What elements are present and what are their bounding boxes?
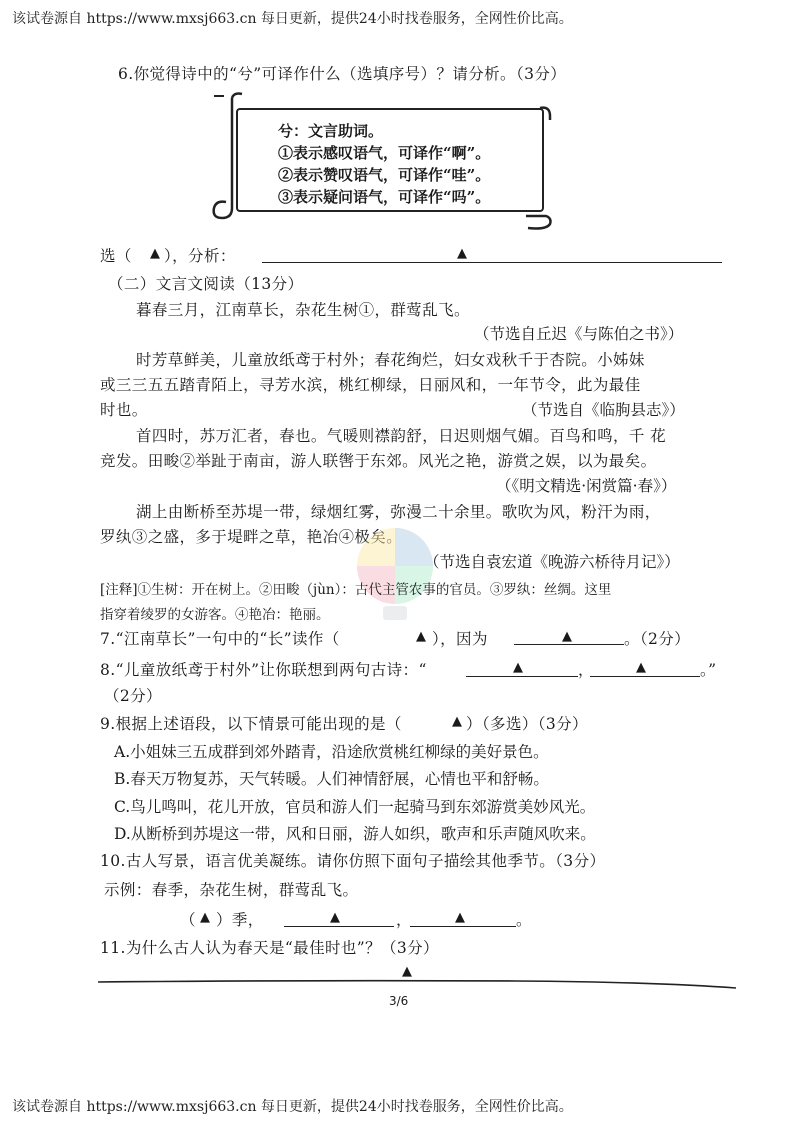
question-6-stem: 6.你觉得诗中的“兮”可译作什么（选填序号）？请分析。（3分） <box>118 65 567 83</box>
passage-1-source: （节选自丘迟《与陈伯之书》） <box>474 325 684 343</box>
q9-option-d: D.从断桥到苏堤这一带，风和日丽，游人如织，歌声和乐声随风吹来。 <box>114 825 596 843</box>
q10-season-triangle[interactable]: ▲ <box>200 910 210 925</box>
page-number: 3/6 <box>389 994 409 1008</box>
q7-reason-answer-line[interactable] <box>514 644 624 645</box>
q8-triangle-2: ▲ <box>636 660 646 675</box>
question-9-stem: 9.根据上述语段，以下情景可能出现的是（ <box>100 715 402 733</box>
question-7-stem: 7.“江南草长”一句中的“长”读作（ <box>100 630 340 648</box>
watermark-lightbulb-logo <box>345 518 445 628</box>
q10-answer-line-2[interactable] <box>410 926 516 927</box>
q10-period: 。 <box>516 911 532 929</box>
scroll-line-4: ③表示疑问语气，可译作“吗”。 <box>278 188 491 206</box>
q8-comma: ， <box>578 661 594 679</box>
q6-choice-blank-triangle[interactable]: ▲ <box>150 246 160 261</box>
passage-3-source: （《明文精选·闲赏篇·春》） <box>496 477 677 495</box>
q10-example: 示例：春季，杂花生树，群莺乱飞。 <box>104 881 359 899</box>
q11-answer-triangle: ▲ <box>402 964 412 979</box>
scroll-line-3: ②表示赞叹语气，可译作“哇”。 <box>278 166 491 184</box>
q9-option-c: C.鸟儿鸣叫，花儿开放，官员和游人们一起骑马到东郊游赏美妙风光。 <box>114 798 596 816</box>
q9-option-b: B.春天万物复苏，天气转暖。人们神情舒展，心情也平和舒畅。 <box>114 770 549 788</box>
passage-4-line-1: 湖上由断桥至苏堤一带，绿烟红雾，弥漫二十余里。歌吹为风，粉汗为雨， <box>136 503 661 521</box>
annotation-line-1: [注释]①生树：开在树上。②田畯（jùn）：古代主管农事的官员。③罗纨：丝绸。这里 <box>100 582 612 598</box>
q8-answer-line-1[interactable] <box>466 676 578 677</box>
q7-reason-triangle: ▲ <box>562 629 572 644</box>
annotation-line-2: 指穿着绫罗的女游客。④艳冶：艳丽。 <box>100 607 330 623</box>
q7-because-label: ），因为 <box>432 630 488 648</box>
question-11-stem: 11.为什么古人认为春天是“最佳时也”？（3分） <box>100 939 439 957</box>
passage-2-line-3: 时也。 <box>100 401 148 419</box>
q10-open-paren: （ <box>180 911 196 929</box>
q7-score: 。（2分） <box>624 630 691 648</box>
passage-4-line-2: 罗纨③之盛，多于堤畔之草，艳冶④极矣。 <box>100 528 403 546</box>
passage-2-line-2: 或三三五五踏青陌上，寻芳水滨，桃红柳绿，日丽风和，一年节令，此为最佳 <box>100 376 641 394</box>
q10-triangle-3: ▲ <box>455 910 465 925</box>
q9-answer-triangle[interactable]: ▲ <box>452 714 462 729</box>
q8-closing-quote: 。” <box>700 661 717 679</box>
q6-answer-choice-label: 选（ <box>100 247 132 265</box>
q8-triangle-1: ▲ <box>513 660 523 675</box>
q6-analysis-answer-line[interactable] <box>262 262 722 263</box>
q10-answer-line-1[interactable] <box>284 926 394 927</box>
passage-3-line-1: 首四时，苏万汇者，春也。气暖则襟韵舒，日迟则烟气媚。百鸟和鸣，千 花 <box>136 427 667 445</box>
q6-analysis-label: ），分析： <box>164 247 236 265</box>
q10-comma: ， <box>396 911 412 929</box>
q9-stem-suffix: ）（多选）（3分） <box>466 715 588 733</box>
page-header-banner: 该试卷源自 https://www.mxsj663.cn 每日更新，提供24小时找卷服务，全网性价比高。 <box>12 11 573 27</box>
section-2-title: （二）文言文阅读（13分） <box>108 275 304 293</box>
q11-answer-line[interactable] <box>96 974 746 994</box>
passage-1: 暮春三月，江南草长，杂花生树①，群莺乱飞。 <box>136 301 470 319</box>
passage-2-source: （节选自《临朐县志》） <box>522 401 685 419</box>
question-10-stem: 10.古人写景，语言优美凝练。请你仿照下面句子描绘其他季节。（3分） <box>100 852 606 870</box>
q9-option-a: A.小姐妹三五成群到郊外踏青，沿途欣赏桃红柳绿的美好景色。 <box>114 743 549 761</box>
passage-2-line-1: 时芳草鲜美，儿童放纸鸢于村外；春花绚烂，妇女戏秋千于杏院。小姊妹 <box>136 351 645 369</box>
scroll-line-2: ①表示感叹语气，可译作“啊”。 <box>278 144 491 162</box>
q10-triangle-2: ▲ <box>330 910 340 925</box>
passage-3-line-2: 竞发。田畯②举趾于南亩，游人联辔于东郊。风光之艳，游赏之娱，以为最矣。 <box>100 452 657 470</box>
q8-score: （2分） <box>104 687 162 705</box>
passage-4-source: （节选自袁宏道《晚游六桥待月记》） <box>424 553 680 571</box>
question-8-stem: 8.“儿童放纸鸢于村外”让你联想到两句古诗：“ <box>100 661 427 679</box>
q8-answer-line-2[interactable] <box>590 676 700 677</box>
page-footer-banner: 该试卷源自 https://www.mxsj663.cn 每日更新，提供24小时找卷服务，全网性价比高。 <box>12 1099 573 1115</box>
q10-season-suffix: ）季， <box>216 911 264 929</box>
q6-analysis-triangle: ▲ <box>457 246 467 261</box>
q7-pronunciation-triangle[interactable]: ▲ <box>416 629 426 644</box>
scroll-line-1: 兮：文言助词。 <box>278 122 384 140</box>
